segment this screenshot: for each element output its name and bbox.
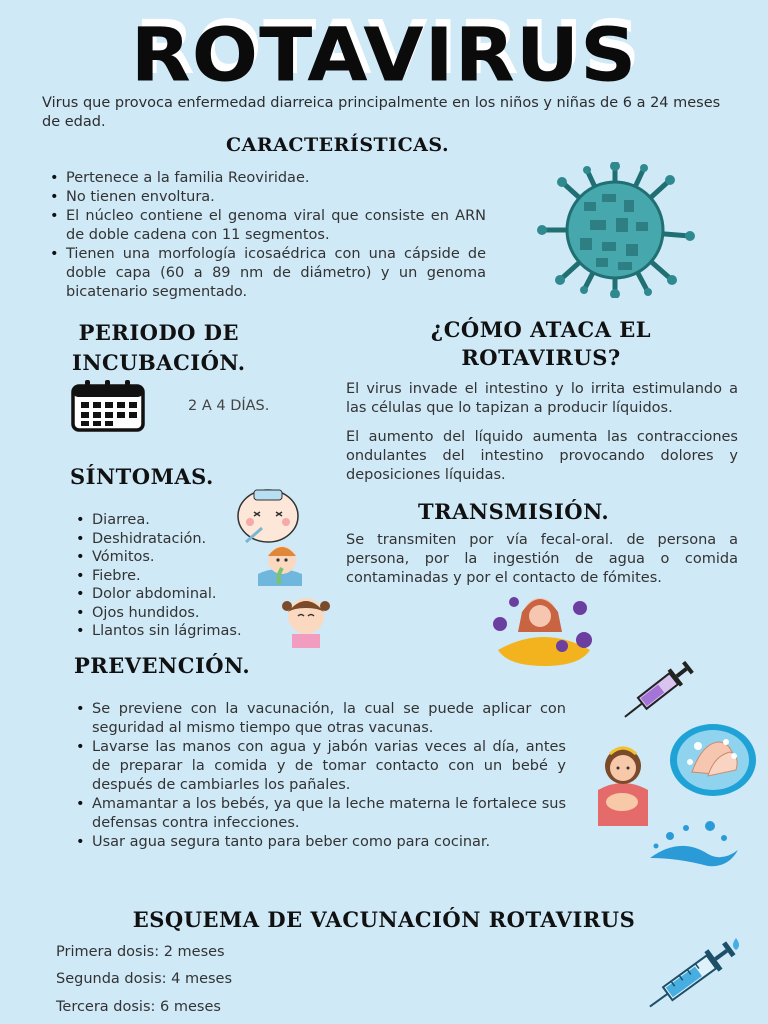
list-item: • Tienen una morfología icosaédrica con una cápside de doble capa (60 a 89 nm de diámetro) y un genoma bicatenario segmentado.	[46, 245, 486, 302]
crying-child-icon	[278, 592, 334, 648]
incubacion-heading-line2: INCUBACIÓN.	[72, 350, 246, 375]
ataca-heading-line2: ROTAVIRUS?	[461, 345, 621, 370]
dose-item: Primera dosis: 2 meses	[56, 944, 225, 960]
list-item: • Llantos sin lágrimas.	[72, 622, 272, 641]
incubacion-value: 2 A 4 DÍAS.	[188, 398, 270, 414]
incubacion-heading-line1: PERIODO DE	[78, 320, 239, 345]
list-item: • Se previene con la vacunación, la cual se puede aplicar con seguridad al mismo tiempo que otras vacunas.	[72, 700, 566, 738]
list-item: • Pertenece a la familia Reoviridae.	[46, 169, 486, 188]
list-item: • Amamantar a los bebés, ya que la leche materna le fortalece sus defensas contra infecciones.	[72, 795, 566, 833]
transmision-heading: TRANSMISIÓN.	[418, 499, 610, 524]
ataca-heading-line1: ¿CÓMO ATACA EL	[430, 317, 652, 342]
syringe-icon	[616, 656, 700, 726]
ataca-paragraph: El aumento del líquido aumenta las contracciones ondulantes del intestino provocando dolores y deposiciones líquidas.	[346, 429, 738, 483]
list-item: • Usar agua segura tanto para beber como para cocinar.	[72, 833, 566, 852]
caracteristicas-heading: CARACTERÍSTICAS.	[226, 134, 450, 156]
transmision-text: Se transmiten por vía fecal-oral. de persona a persona, por la ingestión de agua o comida contaminadas y por el contacto de fómites.	[346, 532, 738, 586]
hand-washing-icon	[668, 722, 758, 798]
list-item: • Lavarse las manos con agua y jabón varias veces al día, antes de preparar la comida y de tomar contacto con un bebé y después de cambiarles los pañales.	[72, 738, 566, 795]
list-item: • No tienen envoltura.	[46, 188, 486, 207]
water-splash-icon	[646, 818, 742, 870]
prevencion-list	[72, 700, 566, 852]
ataca-paragraph: El virus invade el intestino y lo irrita estimulando a las células que lo tapizan a producir líquidos.	[346, 381, 738, 416]
intro-text: Virus que provoca enfermedad diarreica principalmente en los niños y niñas de 6 a 24 meses de edad.	[42, 95, 721, 130]
breastfeeding-icon	[590, 740, 656, 826]
dose-item: Tercera dosis: 6 meses	[56, 999, 221, 1015]
dose-item: Segunda dosis: 4 meses	[56, 971, 233, 987]
sintomas-heading: SÍNTOMAS.	[70, 464, 214, 489]
ataca-heading	[405, 316, 677, 372]
germs-illustration-icon	[484, 588, 604, 668]
list-item: • Dolor abdominal.	[72, 585, 272, 604]
virus-icon	[532, 162, 698, 298]
caracteristicas-list	[46, 169, 486, 302]
prevencion-heading: PREVENCIÓN.	[74, 653, 251, 678]
list-item: • Diarrea.	[72, 511, 272, 530]
calendar-icon	[71, 380, 145, 432]
list-item: • Deshidratación.	[72, 530, 272, 549]
list-item: • Vómitos.	[72, 548, 272, 567]
vaccine-syringe-icon	[636, 932, 748, 1016]
page-title: ROTAVIRUS	[130, 13, 638, 99]
vomiting-child-icon	[252, 540, 310, 588]
list-item: • El núcleo contiene el genoma viral que consiste en ARN de doble cadena con 11 segmentos.	[46, 207, 486, 245]
list-item: • Fiebre.	[72, 567, 272, 586]
esquema-heading: ESQUEMA DE VACUNACIÓN ROTAVIRUS	[132, 907, 636, 932]
incubacion-heading	[72, 318, 246, 378]
fever-face-icon	[232, 486, 304, 544]
list-item: • Ojos hundidos.	[72, 604, 272, 623]
